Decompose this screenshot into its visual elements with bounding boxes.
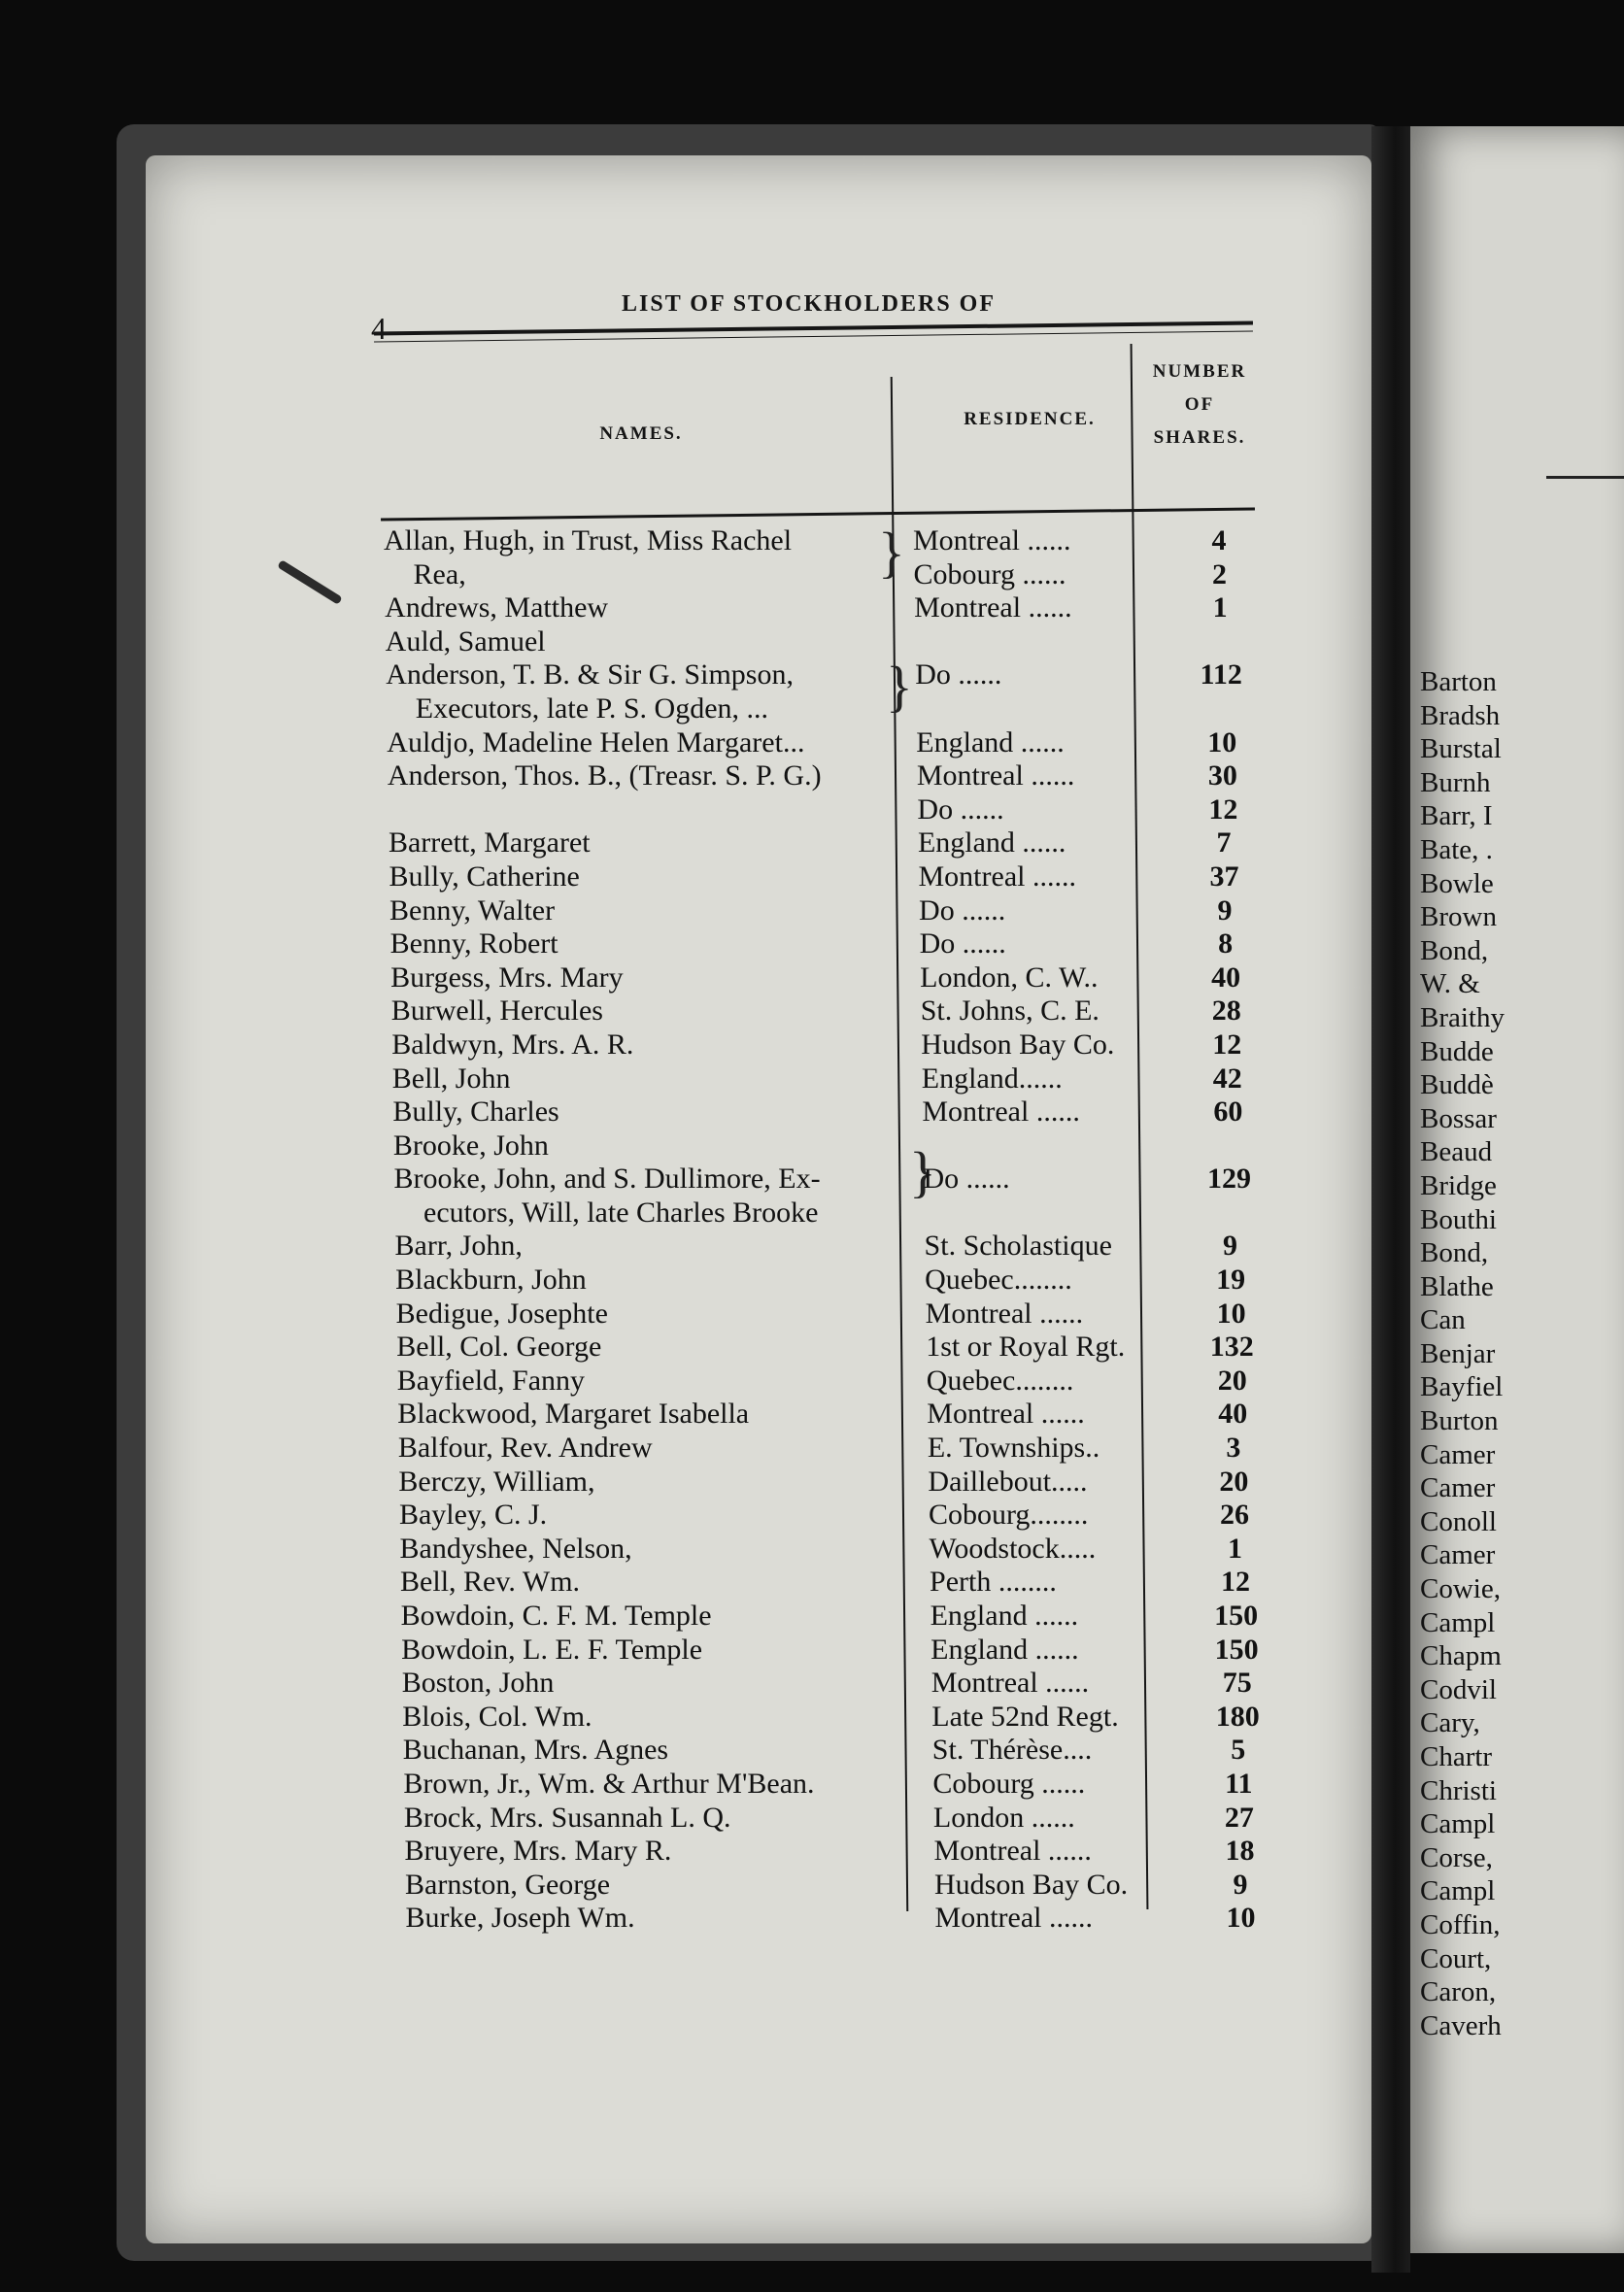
column-header-shares — [1132, 355, 1268, 455]
shares-cell: 10 — [1226, 1902, 1256, 1935]
table-row — [403, 1768, 1297, 1802]
residence-cell: Montreal ...... — [930, 1667, 1090, 1700]
table-row — [385, 558, 1278, 592]
shares-cell: 4 — [1211, 524, 1227, 556]
shares-cell: 19 — [1216, 1264, 1246, 1297]
stockholder-name: Bruyere, Mrs. Mary R. — [404, 1835, 672, 1868]
facing-page-name-fragment: Camer — [1420, 1472, 1496, 1504]
table-row — [398, 1466, 1292, 1500]
table-row — [387, 692, 1280, 726]
residence-cell: Cobourg........ — [928, 1499, 1089, 1532]
residence-cell: Perth ........ — [930, 1566, 1057, 1599]
residence-cell: England ...... — [917, 826, 1066, 860]
shares-cell: 10 — [1216, 1297, 1246, 1330]
shares-cell: 27 — [1224, 1801, 1254, 1834]
table-row — [400, 1533, 1294, 1567]
residence-cell: St. Thérèse.... — [931, 1734, 1093, 1767]
stockholder-name: Anderson, T. B. & Sir G. Simpson, — [386, 658, 794, 691]
table-row — [402, 1667, 1296, 1701]
stockholder-name: Bowdoin, L. E. F. Temple — [401, 1633, 703, 1666]
brace-allan: } — [878, 521, 905, 584]
stockholder-name: Rea, — [413, 557, 466, 590]
residence-cell: Montreal ...... — [925, 1297, 1084, 1330]
facing-page-name-fragment: Bond, — [1420, 1237, 1489, 1269]
residence-cell: Montreal ...... — [918, 860, 1076, 893]
shares-cell: 11 — [1225, 1767, 1253, 1800]
stockholder-name: Bandyshee, Nelson, — [399, 1532, 632, 1565]
shares-cell: 132 — [1209, 1331, 1254, 1364]
facing-page-name-fragment: Cary, — [1420, 1707, 1480, 1739]
facing-page-name-fragment: Christi — [1420, 1774, 1497, 1806]
residence-cell: Montreal ...... — [933, 1835, 1092, 1868]
stockholder-name: Bowdoin, C. F. M. Temple — [400, 1600, 712, 1632]
table-row — [388, 759, 1281, 793]
shares-header-line-1: NUMBER — [1152, 361, 1247, 382]
facing-page-name-fragment: Corse, — [1420, 1841, 1493, 1873]
facing-page-name-fragment: Benjar — [1420, 1337, 1496, 1369]
shares-cell: 150 — [1214, 1600, 1259, 1632]
facing-page-names — [1420, 666, 1624, 2043]
facing-page-name-fragment: Bond, — [1420, 934, 1489, 966]
facing-page-name-fragment: Camer — [1420, 1539, 1496, 1571]
stockholder-name: Burwell, Hercules — [390, 994, 603, 1028]
shares-cell: 9 — [1233, 1868, 1248, 1901]
shares-cell: 10 — [1207, 725, 1237, 758]
shares-cell: 40 — [1211, 961, 1241, 994]
residence-cell: Do ...... — [915, 658, 1002, 691]
table-row — [393, 1163, 1287, 1197]
table-row — [397, 1398, 1291, 1432]
residence-cell: Montreal ...... — [934, 1902, 1094, 1935]
facing-page-name-fragment: Burstal — [1420, 733, 1502, 765]
table-row — [391, 1028, 1285, 1062]
residence-cell: England...... — [921, 1062, 1063, 1095]
table-row — [394, 1197, 1288, 1230]
residence-cell: Late 52nd Regt. — [931, 1700, 1119, 1733]
shares-cell: 20 — [1219, 1465, 1249, 1498]
stockholder-name: Berczy, William, — [398, 1465, 595, 1498]
table-row — [389, 860, 1283, 894]
residence-cell: England ...... — [930, 1600, 1079, 1632]
facing-page-name-fragment: Bossar — [1420, 1102, 1497, 1134]
shares-cell: 37 — [1209, 860, 1239, 893]
shares-cell: 42 — [1212, 1062, 1242, 1095]
stockholder-name: Blois, Col. Wm. — [402, 1700, 592, 1733]
shares-header-line-2: OF — [1184, 394, 1215, 415]
stockholder-name: Anderson, Thos. B., (Treasr. S. P. G.) — [387, 759, 822, 792]
table-row — [402, 1701, 1296, 1735]
shares-cell: 12 — [1212, 1028, 1242, 1061]
column-header-names: NAMES. — [599, 423, 683, 444]
facing-page-name-fragment: Bowle — [1420, 867, 1494, 899]
table-row — [404, 1835, 1298, 1869]
facing-page-name-fragment: Campl — [1420, 1606, 1496, 1638]
residence-cell: Montreal ...... — [922, 1095, 1080, 1129]
shares-cell: 40 — [1218, 1398, 1248, 1431]
stockholder-name: Boston, John — [401, 1667, 555, 1700]
table-row — [395, 1264, 1289, 1298]
shares-cell: 60 — [1213, 1095, 1243, 1129]
facing-page-name-fragment: Court, — [1420, 1942, 1492, 1974]
facing-page-name-fragment: Barr, I — [1420, 800, 1493, 832]
stockholder-name: Bell, Col. George — [396, 1331, 602, 1364]
facing-page-name-fragment: Caron, — [1420, 1976, 1497, 2008]
table-row — [395, 1230, 1289, 1264]
stockholder-name: Barr, John, — [394, 1230, 523, 1263]
facing-page-name-fragment: Conoll — [1420, 1505, 1497, 1537]
shares-cell: 5 — [1231, 1734, 1246, 1767]
table-row — [396, 1331, 1290, 1365]
table-row — [390, 927, 1284, 961]
table-row — [384, 524, 1277, 558]
stockholder-name: Barnston, George — [405, 1868, 611, 1901]
stockholder-name: Bell, Rev. Wm. — [400, 1566, 581, 1599]
shares-cell: 2 — [1212, 557, 1228, 590]
facing-page-name-fragment: Cowie, — [1420, 1573, 1501, 1605]
stockholder-name: Burke, Joseph Wm. — [405, 1902, 635, 1935]
residence-cell: Hudson Bay Co. — [934, 1868, 1129, 1901]
stockholder-name: Bayfield, Fanny — [396, 1364, 586, 1397]
stockholder-name: Executors, late P. S. Ogden, ... — [415, 691, 769, 725]
facing-page-name-fragment: Caverh — [1420, 2009, 1502, 2041]
residence-cell: Montreal ...... — [927, 1398, 1085, 1431]
facing-page-name-fragment: Braithy — [1420, 1001, 1505, 1033]
residence-cell: Cobourg ...... — [913, 557, 1066, 590]
table-row — [396, 1298, 1290, 1331]
residence-cell: Montreal ...... — [916, 759, 1075, 792]
stockholder-name: Andrews, Matthew — [385, 591, 609, 624]
table-row — [403, 1734, 1297, 1768]
table-row — [390, 961, 1284, 995]
shares-cell: 12 — [1208, 792, 1238, 826]
facing-page-name-fragment: Buddè — [1420, 1069, 1494, 1101]
stockholder-name: Baldwyn, Mrs. A. R. — [391, 1028, 634, 1061]
residence-cell: Woodstock..... — [929, 1532, 1097, 1565]
stockholder-name: Allan, Hugh, in Trust, Miss Rachel — [384, 524, 793, 556]
table-row — [386, 625, 1279, 659]
shares-cell: 12 — [1221, 1566, 1251, 1599]
residence-cell: E. Townships.. — [927, 1432, 1100, 1465]
stockholder-name: Brown, Jr., Wm. & Arthur M'Bean. — [403, 1767, 815, 1800]
facing-page-name-fragment: Bate, . — [1420, 833, 1493, 865]
residence-cell: England ...... — [916, 725, 1065, 758]
residence-cell: Quebec........ — [926, 1364, 1074, 1397]
brace-anderson: } — [886, 655, 913, 718]
table-row — [385, 591, 1278, 625]
stockholder-name: Brock, Mrs. Susannah L. Q. — [403, 1801, 731, 1834]
residence-cell: Quebec........ — [925, 1264, 1072, 1297]
facing-page-name-fragment: Camer — [1420, 1438, 1496, 1470]
residence-cell: Montreal ...... — [914, 591, 1072, 624]
residence-cell: Montreal ...... — [913, 524, 1071, 556]
shares-cell: 26 — [1219, 1499, 1249, 1532]
facing-page-name-fragment: Bouthi — [1420, 1203, 1497, 1235]
shares-cell: 20 — [1217, 1364, 1247, 1397]
facing-page-name-fragment: Coffin, — [1420, 1908, 1501, 1940]
residence-cell: Daillebout..... — [928, 1465, 1088, 1498]
shares-cell: 129 — [1206, 1163, 1251, 1196]
shares-cell: 150 — [1214, 1633, 1259, 1666]
residence-cell: Do ...... — [917, 792, 1004, 826]
facing-page-name-fragment: Blathe — [1420, 1270, 1494, 1302]
shares-cell: 30 — [1207, 759, 1237, 792]
shares-cell: 28 — [1211, 994, 1241, 1028]
facing-page — [1410, 126, 1624, 2253]
shares-cell: 1 — [1228, 1532, 1242, 1565]
table-row — [392, 1095, 1286, 1129]
stockholder-name: Balfour, Rev. Andrew — [397, 1432, 653, 1465]
facing-page-name-fragment: Beaud — [1420, 1136, 1493, 1168]
facing-page-name-fragment: Bayfiel — [1420, 1371, 1504, 1403]
shares-header-line-3: SHARES. — [1153, 427, 1246, 448]
shares-cell: 9 — [1217, 893, 1233, 927]
facing-page-name-fragment: Bridge — [1420, 1169, 1497, 1201]
shares-cell: 112 — [1200, 658, 1242, 691]
table-row — [404, 1802, 1298, 1836]
shares-cell: 8 — [1218, 927, 1234, 961]
residence-cell: St. Scholastique — [924, 1230, 1112, 1263]
shares-cell: 1 — [1212, 591, 1228, 624]
table-row — [393, 1129, 1287, 1163]
column-header-residence: RESIDENCE. — [964, 409, 1096, 429]
table-row — [398, 1432, 1292, 1466]
facing-page-name-fragment: Chapm — [1420, 1640, 1502, 1672]
residence-cell: London, C. W.. — [920, 961, 1099, 994]
stockholder-name: ecutors, Will, late Charles Brooke — [423, 1196, 819, 1229]
brace-brooke: } — [909, 1140, 936, 1203]
stockholder-name: Auldjo, Madeline Helen Margaret... — [387, 725, 805, 758]
facing-page-name-fragment: Burton — [1420, 1405, 1499, 1437]
facing-page-name-fragment: Bradsh — [1420, 699, 1501, 731]
shares-cell: 18 — [1225, 1835, 1255, 1868]
stockholder-name: Burgess, Mrs. Mary — [390, 961, 624, 994]
residence-cell: Cobourg ...... — [932, 1767, 1086, 1800]
stockholder-name: Bedigue, Josephte — [395, 1297, 608, 1330]
stockholder-name: Brooke, John — [392, 1129, 549, 1162]
table-row — [392, 1062, 1286, 1096]
table-row — [399, 1499, 1293, 1533]
facing-page-name-fragment: Campl — [1420, 1808, 1496, 1840]
stockholder-name: Bell, John — [391, 1062, 511, 1095]
stockholder-name: Bully, Catherine — [389, 860, 580, 893]
table-row — [388, 793, 1281, 827]
table-row — [389, 894, 1283, 928]
residence-cell: Hudson Bay Co. — [921, 1028, 1115, 1061]
stockholder-name: Barrett, Margaret — [388, 826, 591, 860]
residence-cell: St. Johns, C. E. — [920, 994, 1100, 1028]
residence-cell: Do ...... — [919, 893, 1006, 927]
facing-page-name-fragment: Campl — [1420, 1875, 1496, 1907]
facing-page-name-fragment: Codvil — [1420, 1673, 1497, 1705]
table-row — [387, 726, 1280, 760]
facing-page-name-fragment: Brown — [1420, 901, 1497, 933]
stockholder-name: Auld, Samuel — [385, 624, 546, 657]
shares-cell: 7 — [1216, 826, 1232, 860]
table-row — [401, 1600, 1295, 1634]
facing-page-rule — [1546, 476, 1624, 479]
table-row — [391, 994, 1285, 1028]
shares-cell: 9 — [1223, 1230, 1238, 1263]
residence-cell: Do ...... — [923, 1163, 1010, 1196]
table-row — [400, 1566, 1294, 1600]
stockholder-name: Blackwood, Margaret Isabella — [397, 1398, 750, 1431]
facing-page-name-fragment: W. & — [1420, 968, 1480, 1000]
facing-page-name-fragment: Chartr — [1420, 1741, 1493, 1772]
stockholder-name: Brooke, John, and S. Dullimore, Ex- — [393, 1163, 821, 1196]
book-gutter — [1371, 126, 1410, 2273]
stockholder-name: Buchanan, Mrs. Agnes — [402, 1734, 669, 1767]
running-head: LIST OF STOCKHOLDERS OF — [622, 291, 996, 317]
stockholder-name: Bayley, C. J. — [398, 1499, 548, 1532]
table-row — [401, 1634, 1295, 1668]
table-row — [406, 1902, 1300, 1936]
residence-cell: Do ...... — [919, 927, 1006, 961]
facing-page-name-fragment: Barton — [1420, 666, 1497, 697]
table-row — [397, 1365, 1291, 1399]
stockholder-table — [384, 521, 1277, 1936]
residence-cell: 1st or Royal Rgt. — [926, 1331, 1126, 1364]
table-row — [405, 1869, 1299, 1903]
stockholder-name: Benny, Robert — [389, 927, 558, 961]
residence-cell: England ...... — [930, 1633, 1079, 1666]
facing-page-name-fragment: Burnh — [1420, 766, 1491, 798]
stockholder-name: Bully, Charles — [392, 1095, 559, 1129]
shares-cell: 180 — [1215, 1700, 1260, 1733]
stockholder-name: Blackburn, John — [395, 1264, 587, 1297]
shares-cell: 3 — [1226, 1432, 1241, 1465]
shares-cell: 75 — [1222, 1667, 1252, 1700]
page-number: 4 — [371, 311, 387, 346]
table-row — [389, 826, 1282, 860]
table-row — [386, 658, 1279, 692]
stockholder-name: Benny, Walter — [389, 893, 556, 927]
facing-page-name-fragment: Budde — [1420, 1035, 1494, 1067]
facing-page-name-fragment: Can — [1420, 1304, 1466, 1336]
residence-cell: London ...... — [932, 1801, 1075, 1834]
